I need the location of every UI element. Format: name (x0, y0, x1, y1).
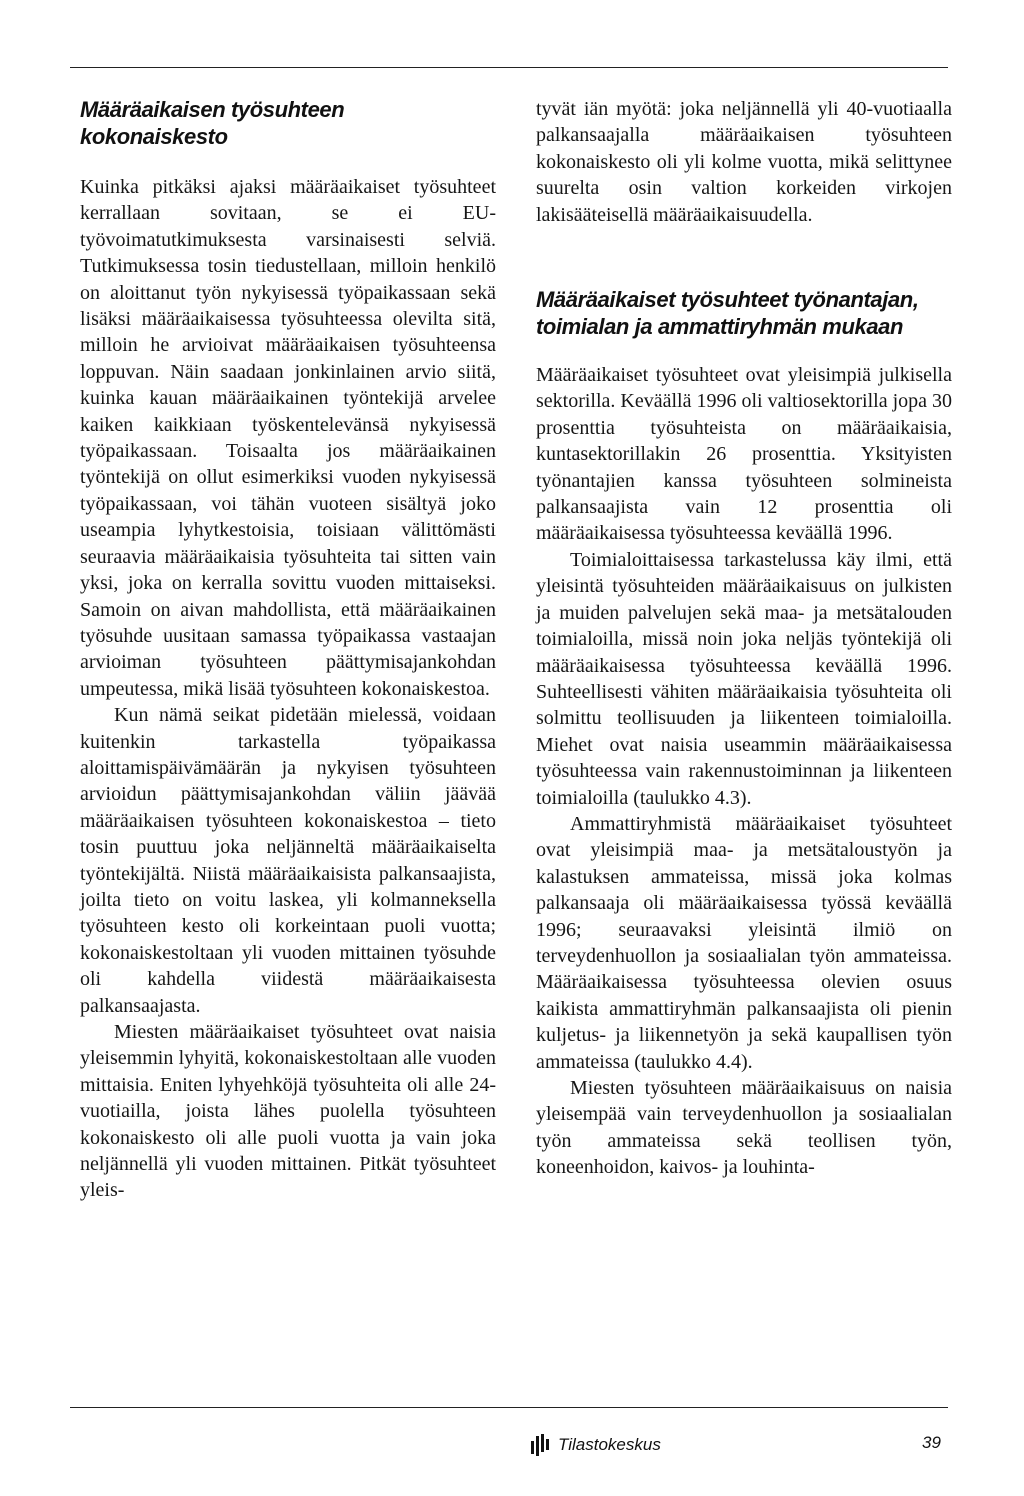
paragraph-continuation: tyvät iän myötä: joka neljännellä yli 40-vuotiaalla palkansaajalla määräaikaisen työsuhteen kokonaiskesto oli yli kolme vuotta, mikä selittynee suurelta osin valtion korkeiden virkojen lakisääteisellä määräaikaisuudella. (536, 98, 952, 226)
paragraph: Ammattiryhmistä määräaikaiset työsuhteet ovat yleisimpiä maa- ja metsätaloustyön ja kalastuksen ammateissa, missä joka kolmas palkansaaja oli määräaikaisessa työssä keväällä 1996; seuraavaksi yleisintä ilmiö on terveydenhuollon ja sosiaalialan työn ammateissa. Määräaikaisessa työsuhteessa olevien osuus kaikista ammattiryhmän palkansaajista oli pienin kuljetus- ja liikennetyön ja sekä kaupallisen työn ammateissa (taulukko 4.4). (536, 812, 952, 1073)
right-column (536, 96, 952, 1181)
bottom-rule (70, 1407, 948, 1408)
paragraph: Miesten työsuhteen määräaikaisuus on naisia yleisempää vain terveydenhuollon ja sosiaalialan työn ammateissa sekä teollisen työn, koneenhoidon, kaivos- ja louhinta- (536, 1077, 952, 1179)
paragraph: Määräaikaiset työsuhteet ovat yleisimpiä julkisella sektorilla. Keväällä 1996 oli valtiosektorilla jopa 30 prosenttia työsuhteista on määräaikaisia, kuntasektorillakin 26 prosenttia. Yksityisten työnantajien kanssa työsuhteen solmineista palkansaajista vain 12 prosenttia oli määräaikaisessa työsuhteessa keväällä 1996. (536, 364, 953, 545)
page-number: 39 (922, 1433, 941, 1452)
left-column (80, 96, 496, 1204)
tilastokeskus-logo-icon (530, 1433, 552, 1457)
top-rule (70, 67, 948, 68)
paragraph: Kuinka pitkäksi ajaksi määräaikaiset työsuhteet kerrallaan sovitaan, se ei EU-työvoimatutkimuksesta varsinaisesti selviä. Tutkimuksessa tosin tiedustellaan, milloin henkilö on aloittanut työn nykyisessä työpaikassaan sekä lisäksi määräaikaisessa työsuhteessa olevilta sitä, milloin he arvioivat määräaikaisen työsuhteensa loppuvan. Näin saadaan jonkinlainen arvio siitä, kuinka kauan määräaikainen työntekijä arvelee kaiken kaikkiaan työskentelevänsä nykyisessä työpaikassaan. Toisaalta jos määräaikainen työntekijä on ollut esimerkiksi vuoden nykyisessä työpaikassaan, voi tähän vuoteen sisältyä joko useampia lyhytkestoisia, toisiaan välittömästi seuraavia määräaikaisia työsuhteita tai sitten vain yksi, joka on kerralla sovittu vuoden mittaiseksi. Samoin on aivan mahdollista, että määräaikainen työsuhde uusitaan samassa työpaikassa vastaajan arvioiman työsuhteen päättymisajankohdan umpeutessa, mikä lisää työsuhteen kokonaiskestoa. (80, 176, 496, 700)
paragraph: Kun nämä seikat pidetään mielessä, voidaan kuitenkin tarkastella työpaikassa aloittamispäivämäärän ja nykyisen työsuhteen arvioidun päättymisajankohdan väliin jäävää määräaikaisen työsuhteen kokonaiskestoa – tieto tosin puuttuu joka neljänneltä määräaikaiselta työntekijältä. Niistä määräaikaisista palkansaajista, joilta tieto on voitu laskea, yli kolmanneksella työsuhteen kesto oli korkeintaan puoli vuotta; kokonaiskestoltaan yli vuoden mittainen työsuhde oli kahdella viidestä määräaikaisesta palkansaajasta. (80, 704, 496, 1017)
paragraph: Toimialoittaisessa tarkastelussa käy ilmi, että yleisintä työsuhteiden määräaikaisuus on julkisten ja muiden palvelujen sekä maa- ja metsätalouden toimialoilla, missä noin joka neljäs työntekijä oli määräaikaisessa työsuhteessa keväällä 1996. Suhteellisesti vähiten määräaikaisia työsuhteita oli solmittu teollisuuden ja liikenteen toimialoilla. Miehet ovat naisia useammin määräaikaisessa työsuhteessa vain rakennustoiminnan ja liikenteen toimialoilla (taulukko 4.3). (536, 548, 952, 809)
paragraph: Miesten määräaikaiset työsuhteet ovat naisia yleisemmin lyhyitä, kokonaiskestoltaan alle vuoden mittaisia. Eniten lyhyehköjä työsuhteita oli alle 24-vuotiailla, joista lähes puolella työsuhteen kokonaiskesto oli alle puoli vuotta ja vain joka neljännellä yli vuoden mittainen. Pitkät työsuhteet yleis- (80, 1021, 496, 1202)
publisher-logo (530, 1433, 661, 1457)
publisher-name: Tilastokeskus (558, 1435, 661, 1454)
section-heading-fixed-term-duration: Määräaikaisen työsuhteen kokonaiskesto (80, 97, 345, 149)
section-heading-by-employer-industry-occupation: Määräaikaiset työsuhteet työnantajan, toimialan ja ammattiryhmän mukaan (536, 287, 919, 340)
